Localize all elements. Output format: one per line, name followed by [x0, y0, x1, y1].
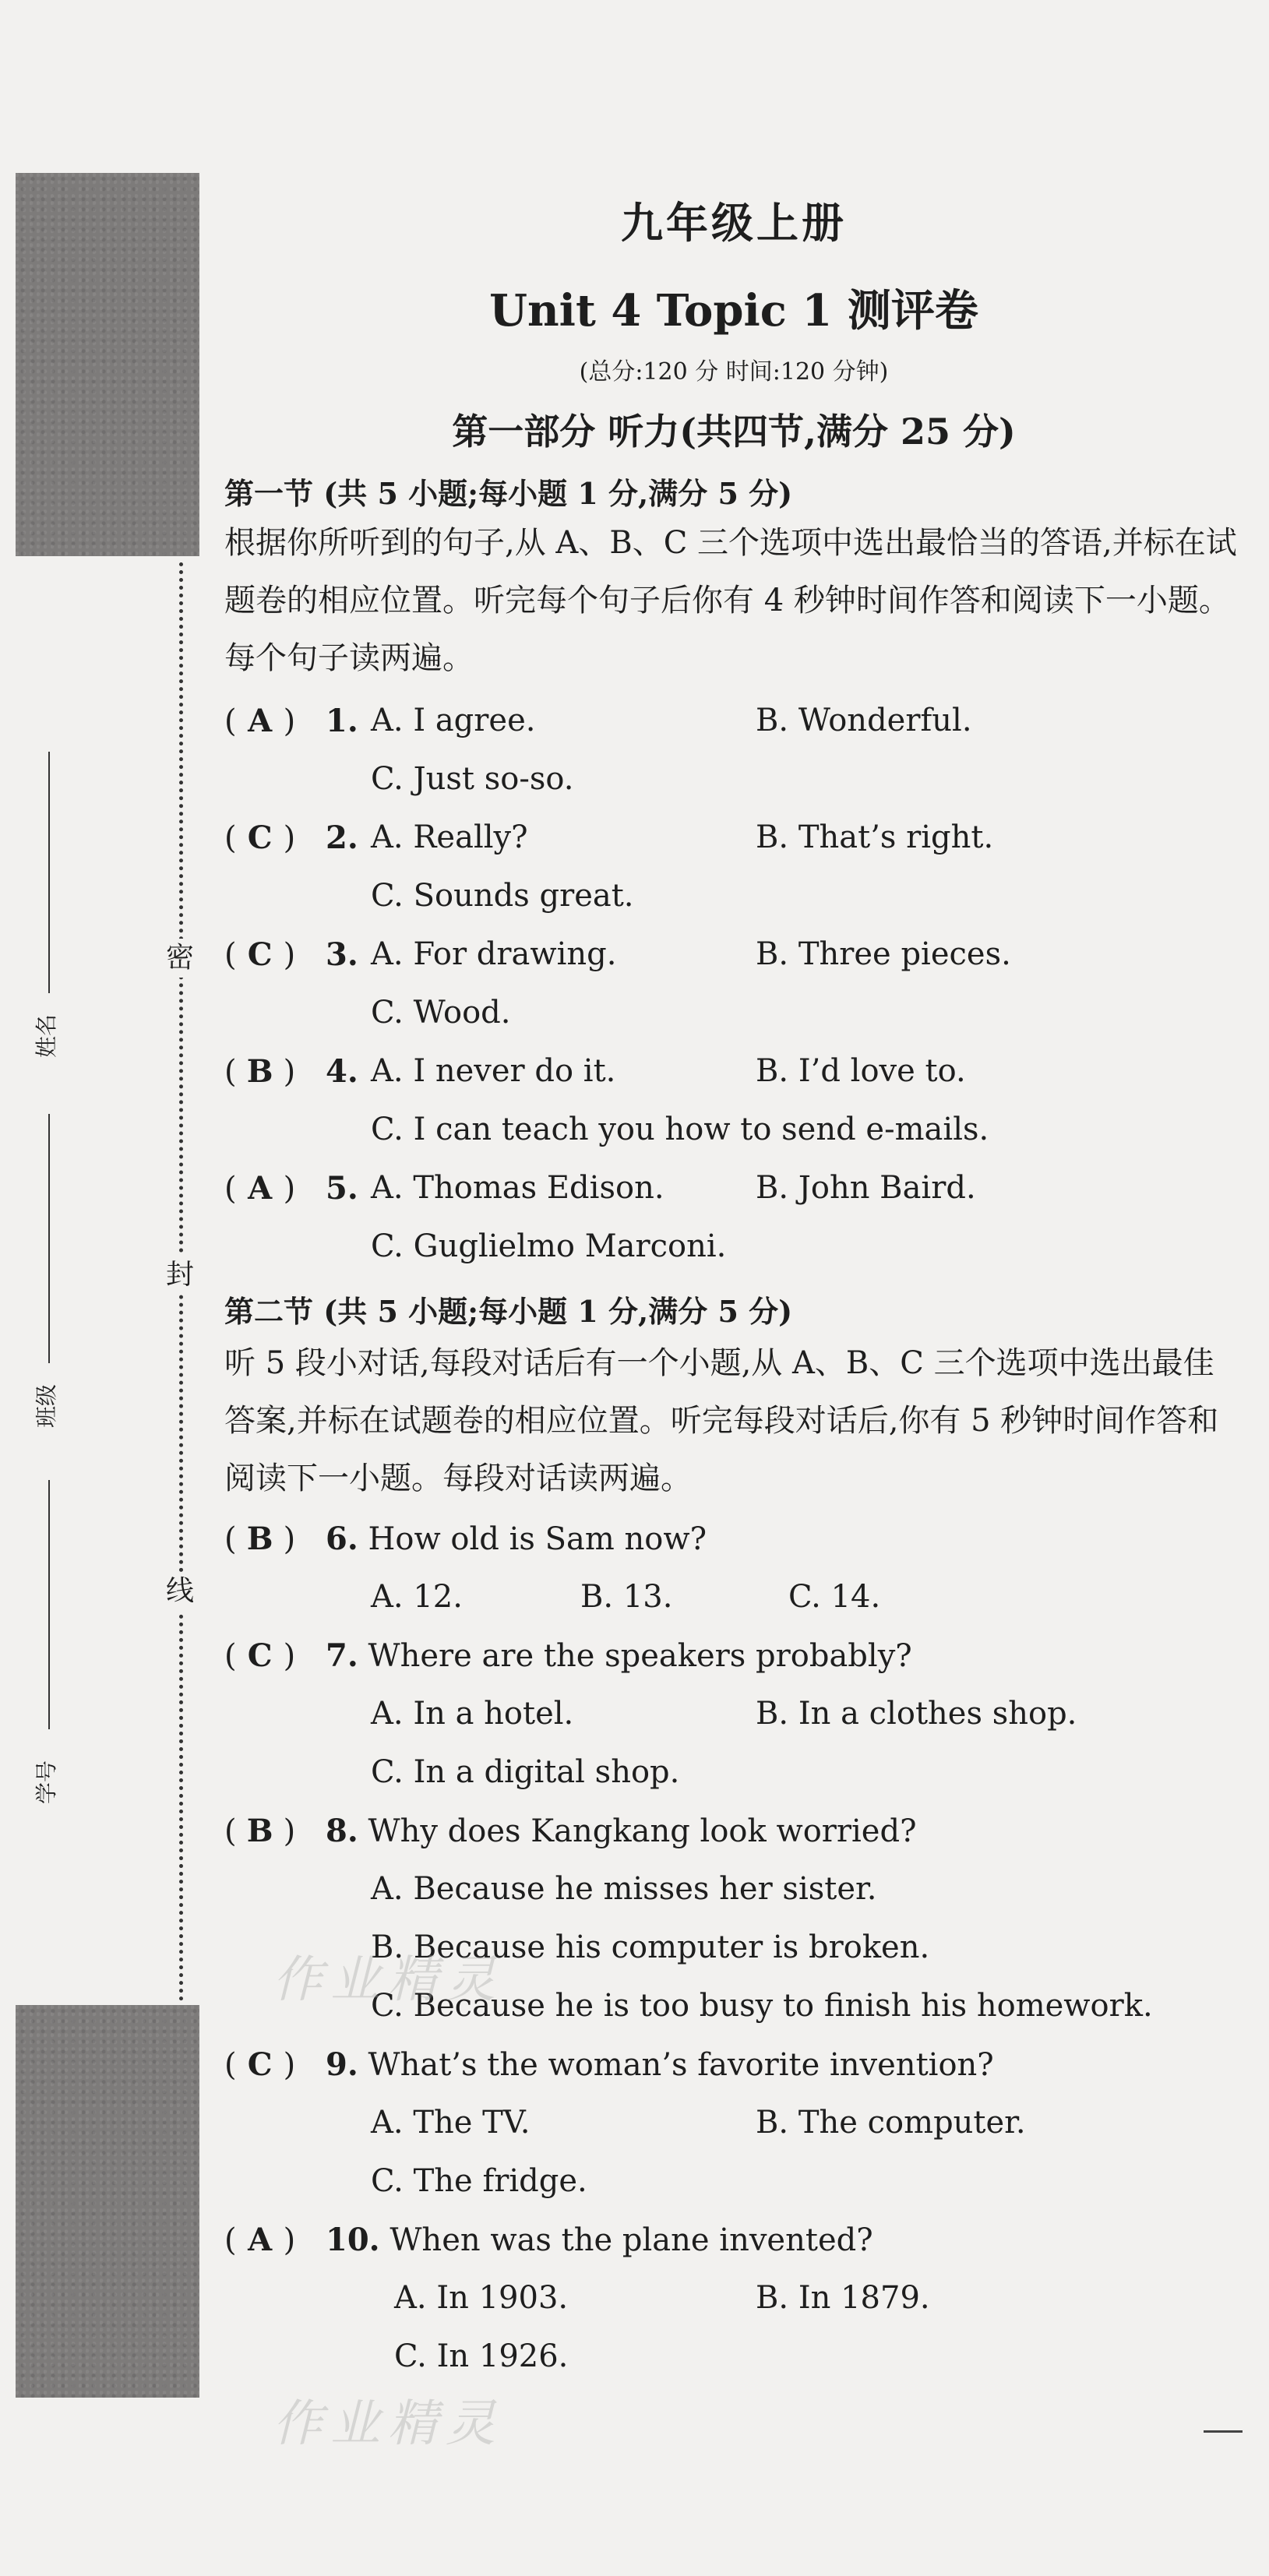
- name-label: 姓名: [33, 1014, 59, 1059]
- option-b: B. I’d love to.: [756, 1053, 966, 1089]
- question-9: [224, 2046, 994, 2083]
- part-one-title: 第一部分 听力(共四节,满分 25 分): [452, 411, 1016, 453]
- question-stem: Where are the speakers probably?: [368, 1638, 912, 1674]
- answer-mark: A: [248, 703, 273, 739]
- option-b: B. 13.: [580, 1579, 673, 1615]
- answer-mark: B: [246, 1813, 273, 1849]
- question-3: [224, 936, 358, 973]
- question-number: 7.: [326, 1637, 358, 1674]
- watermark-bottom: 作业精灵: [273, 2395, 503, 2453]
- option-c: C. Wood.: [371, 995, 511, 1031]
- unit-title: Unit 4 Topic 1 测评卷: [489, 285, 978, 337]
- question-stem: How old is Sam now?: [368, 1521, 707, 1557]
- answer-paren: ( C ): [224, 2046, 296, 2083]
- question-10: [224, 2222, 873, 2258]
- answer-mark: A: [248, 1170, 273, 1207]
- option-a: A. Thomas Edison.: [371, 1170, 664, 1206]
- question-number: 6.: [326, 1521, 358, 1557]
- student-id-label: 学号: [33, 1760, 59, 1805]
- option-a: A. 12.: [371, 1579, 463, 1615]
- option-a: A. Really?: [371, 819, 528, 855]
- question-8: [224, 1813, 917, 1849]
- question-number: 2.: [326, 819, 358, 856]
- score-time-info: (总分:120 分 时间:120 分钟): [579, 358, 889, 386]
- option-a: A. I never do it.: [371, 1053, 616, 1089]
- margin-gray-block-top: [16, 173, 199, 556]
- option-a: A. The TV.: [371, 2105, 531, 2141]
- answer-mark: C: [247, 936, 273, 973]
- watermark-top: 作业精灵: [273, 1951, 503, 2009]
- answer-mark: C: [247, 819, 273, 856]
- option-a: A. For drawing.: [371, 936, 617, 972]
- option-b: B. Wonderful.: [756, 703, 972, 738]
- question-2: [224, 819, 358, 856]
- grade-title: 九年级上册: [621, 198, 847, 248]
- student-id-fill-line: [48, 1480, 50, 1729]
- option-b: B. That’s right.: [756, 819, 994, 855]
- question-stem: When was the plane invented?: [390, 2222, 873, 2258]
- option-c: C. Just so-so.: [371, 761, 574, 797]
- answer-paren: ( B ): [224, 1521, 296, 1557]
- option-b: B. The computer.: [756, 2105, 1026, 2141]
- answer-mark: B: [246, 1521, 273, 1557]
- option-a: A. In a hotel.: [371, 1696, 574, 1732]
- answer-paren: ( A ): [224, 703, 296, 739]
- answer-paren: ( C ): [224, 819, 296, 856]
- question-5: [224, 1170, 358, 1207]
- question-number: 4.: [326, 1053, 358, 1090]
- answer-paren: ( B ): [224, 1053, 296, 1090]
- name-fill-line: [48, 752, 50, 993]
- question-stem: Why does Kangkang look worried?: [368, 1813, 917, 1849]
- question-1: [224, 703, 358, 739]
- seal-char-feng: 封: [160, 1256, 199, 1295]
- question-4: [224, 1053, 358, 1090]
- answer-paren: ( A ): [224, 2222, 296, 2258]
- question-number: 3.: [326, 936, 358, 973]
- answer-mark: C: [247, 1637, 273, 1674]
- answer-paren: ( C ): [224, 936, 296, 973]
- answer-paren: ( C ): [224, 1637, 296, 1674]
- seal-char-mi: 密: [160, 939, 199, 978]
- option-b: B. John Baird.: [756, 1170, 976, 1206]
- option-b: B. Because his computer is broken.: [371, 1929, 930, 1965]
- option-a: A. I agree.: [371, 703, 536, 738]
- option-b: B. In 1879.: [756, 2280, 930, 2316]
- section-2-heading: 第二节 (共 5 小题;每小题 1 分,满分 5 分): [224, 1294, 793, 1329]
- question-number: 8.: [326, 1813, 358, 1849]
- answer-mark: B: [246, 1053, 273, 1090]
- margin-gray-block-bottom: [16, 2005, 199, 2398]
- question-stem: What’s the woman’s favorite invention?: [368, 2047, 994, 2083]
- option-b: B. Three pieces.: [756, 936, 1011, 972]
- option-a: A. Because he misses her sister.: [371, 1871, 877, 1907]
- question-6: [224, 1521, 707, 1557]
- option-b: B. In a clothes shop.: [756, 1696, 1077, 1732]
- class-label: 班级: [33, 1384, 59, 1429]
- question-number: 9.: [326, 2046, 358, 2083]
- option-c: C. I can teach you how to send e-mails.: [371, 1112, 989, 1147]
- question-number: 1.: [326, 703, 358, 739]
- question-number: 5.: [326, 1170, 358, 1207]
- option-c: C. The fridge.: [371, 2163, 587, 2199]
- option-c: C. In a digital shop.: [371, 1754, 680, 1790]
- question-number: 10.: [326, 2222, 380, 2258]
- option-a: A. In 1903.: [394, 2280, 569, 2316]
- option-c: C. 14.: [788, 1579, 881, 1615]
- question-7: [224, 1637, 912, 1674]
- section-1-heading: 第一节 (共 5 小题;每小题 1 分,满分 5 分): [224, 476, 793, 511]
- option-c: C. Sounds great.: [371, 878, 634, 914]
- answer-mark: C: [247, 2046, 273, 2083]
- answer-mark: A: [248, 2222, 273, 2258]
- section-1-instructions: 根据你所听到的句子,从 A、B、C 三个选项中选出最恰当的答语,并标在试题卷的相应位置。听完每个句子后你有 4 秒钟时间作答和阅读下一小题。每个句子读两遍。: [224, 525, 1237, 676]
- answer-paren: ( A ): [224, 1170, 296, 1207]
- answer-paren: ( B ): [224, 1813, 296, 1849]
- option-c: C. Because he is too busy to finish his homework.: [371, 1988, 1153, 2024]
- section-2-instructions: 听 5 段小对话,每段对话后有一个小题,从 A、B、C 三个选项中选出最佳答案,并标在试题卷的相应位置。听完每段对话后,你有 5 秒钟时间作答和阅读下一小题。每段对话读两遍。: [224, 1345, 1219, 1496]
- option-c: C. Guglielmo Marconi.: [371, 1228, 727, 1264]
- seal-char-xian: 线: [160, 1572, 199, 1611]
- option-c: C. In 1926.: [394, 2338, 569, 2374]
- class-fill-line: [48, 1114, 50, 1363]
- page-corner-dash: [1204, 2430, 1243, 2433]
